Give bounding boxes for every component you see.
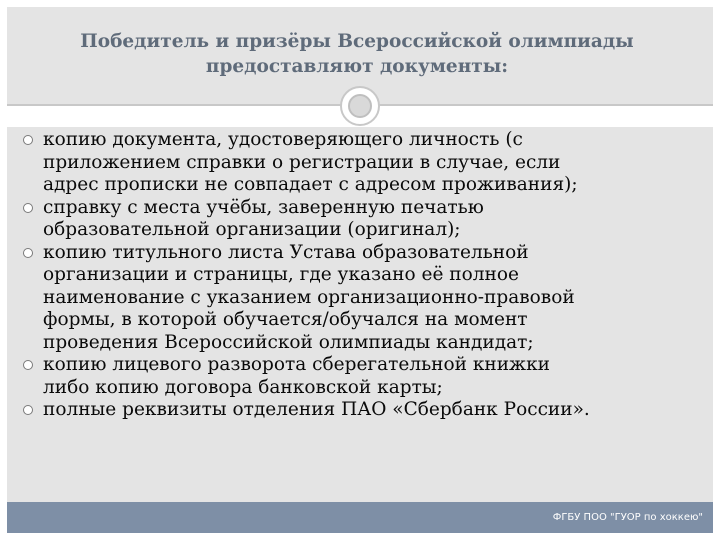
bullet-item-identity-document [23, 129, 703, 197]
bullet-item-savings-book [23, 354, 703, 399]
bullet-text-line: копию документа, удостоверяющего личность (с [43, 129, 523, 150]
bullet-dot-icon [23, 360, 33, 370]
bullet-dot-icon [23, 203, 33, 213]
bullet-item-charter-copy [23, 242, 703, 355]
bullet-text-line: копию лицевого разворота сберегательной книжки [43, 354, 550, 375]
bullet-text-line: либо копию договора банковской карты; [43, 376, 443, 398]
bullet-text-line: адрес прописки не совпадает с адресом проживания); [43, 174, 578, 195]
bullet-dot-icon [23, 248, 33, 258]
bullet-text-line: проведения Всероссийской олимпиады кандидат; [43, 331, 534, 353]
bullet-text-line: образовательной организации (оригинал); [43, 219, 461, 240]
bullet-item-school-certificate [23, 197, 703, 242]
ring-emblem-inner-icon [348, 94, 372, 118]
bullet-text-line: приложением справки о регистрации в случае, если [43, 151, 561, 173]
bullet-text-line: копию титульного листа Устава образовательной [43, 241, 529, 263]
bullet-dot-icon [23, 405, 33, 415]
footer-organization: ФГБУ ПОО "ГУОР по хоккею" [552, 512, 703, 523]
bullet-text-line: справку с места учёбы, заверенную печатью [43, 196, 484, 218]
bullet-text-line: организации и страницы, где указано её полное [43, 264, 519, 285]
bullet-text-line: формы, в которой обучается/обучался на момент [43, 309, 528, 330]
ring-emblem-icon [340, 86, 380, 126]
bullet-text-line: наименование с указанием организационно-правовой [43, 286, 575, 308]
bullet-dot-icon [23, 135, 33, 145]
title-line: предоставляют документы: [205, 56, 509, 77]
bullet-list [23, 129, 703, 422]
slide-title [47, 29, 667, 79]
slide [7, 7, 713, 533]
title-line: Победитель и призёры Всероссийской олимпиады [80, 31, 634, 52]
bullet-item-bank-details [23, 399, 703, 422]
bullet-text-line: полные реквизиты отделения ПАО «Сбербанк России». [43, 399, 590, 420]
footer-bar [7, 502, 713, 533]
content-panel [7, 127, 713, 533]
